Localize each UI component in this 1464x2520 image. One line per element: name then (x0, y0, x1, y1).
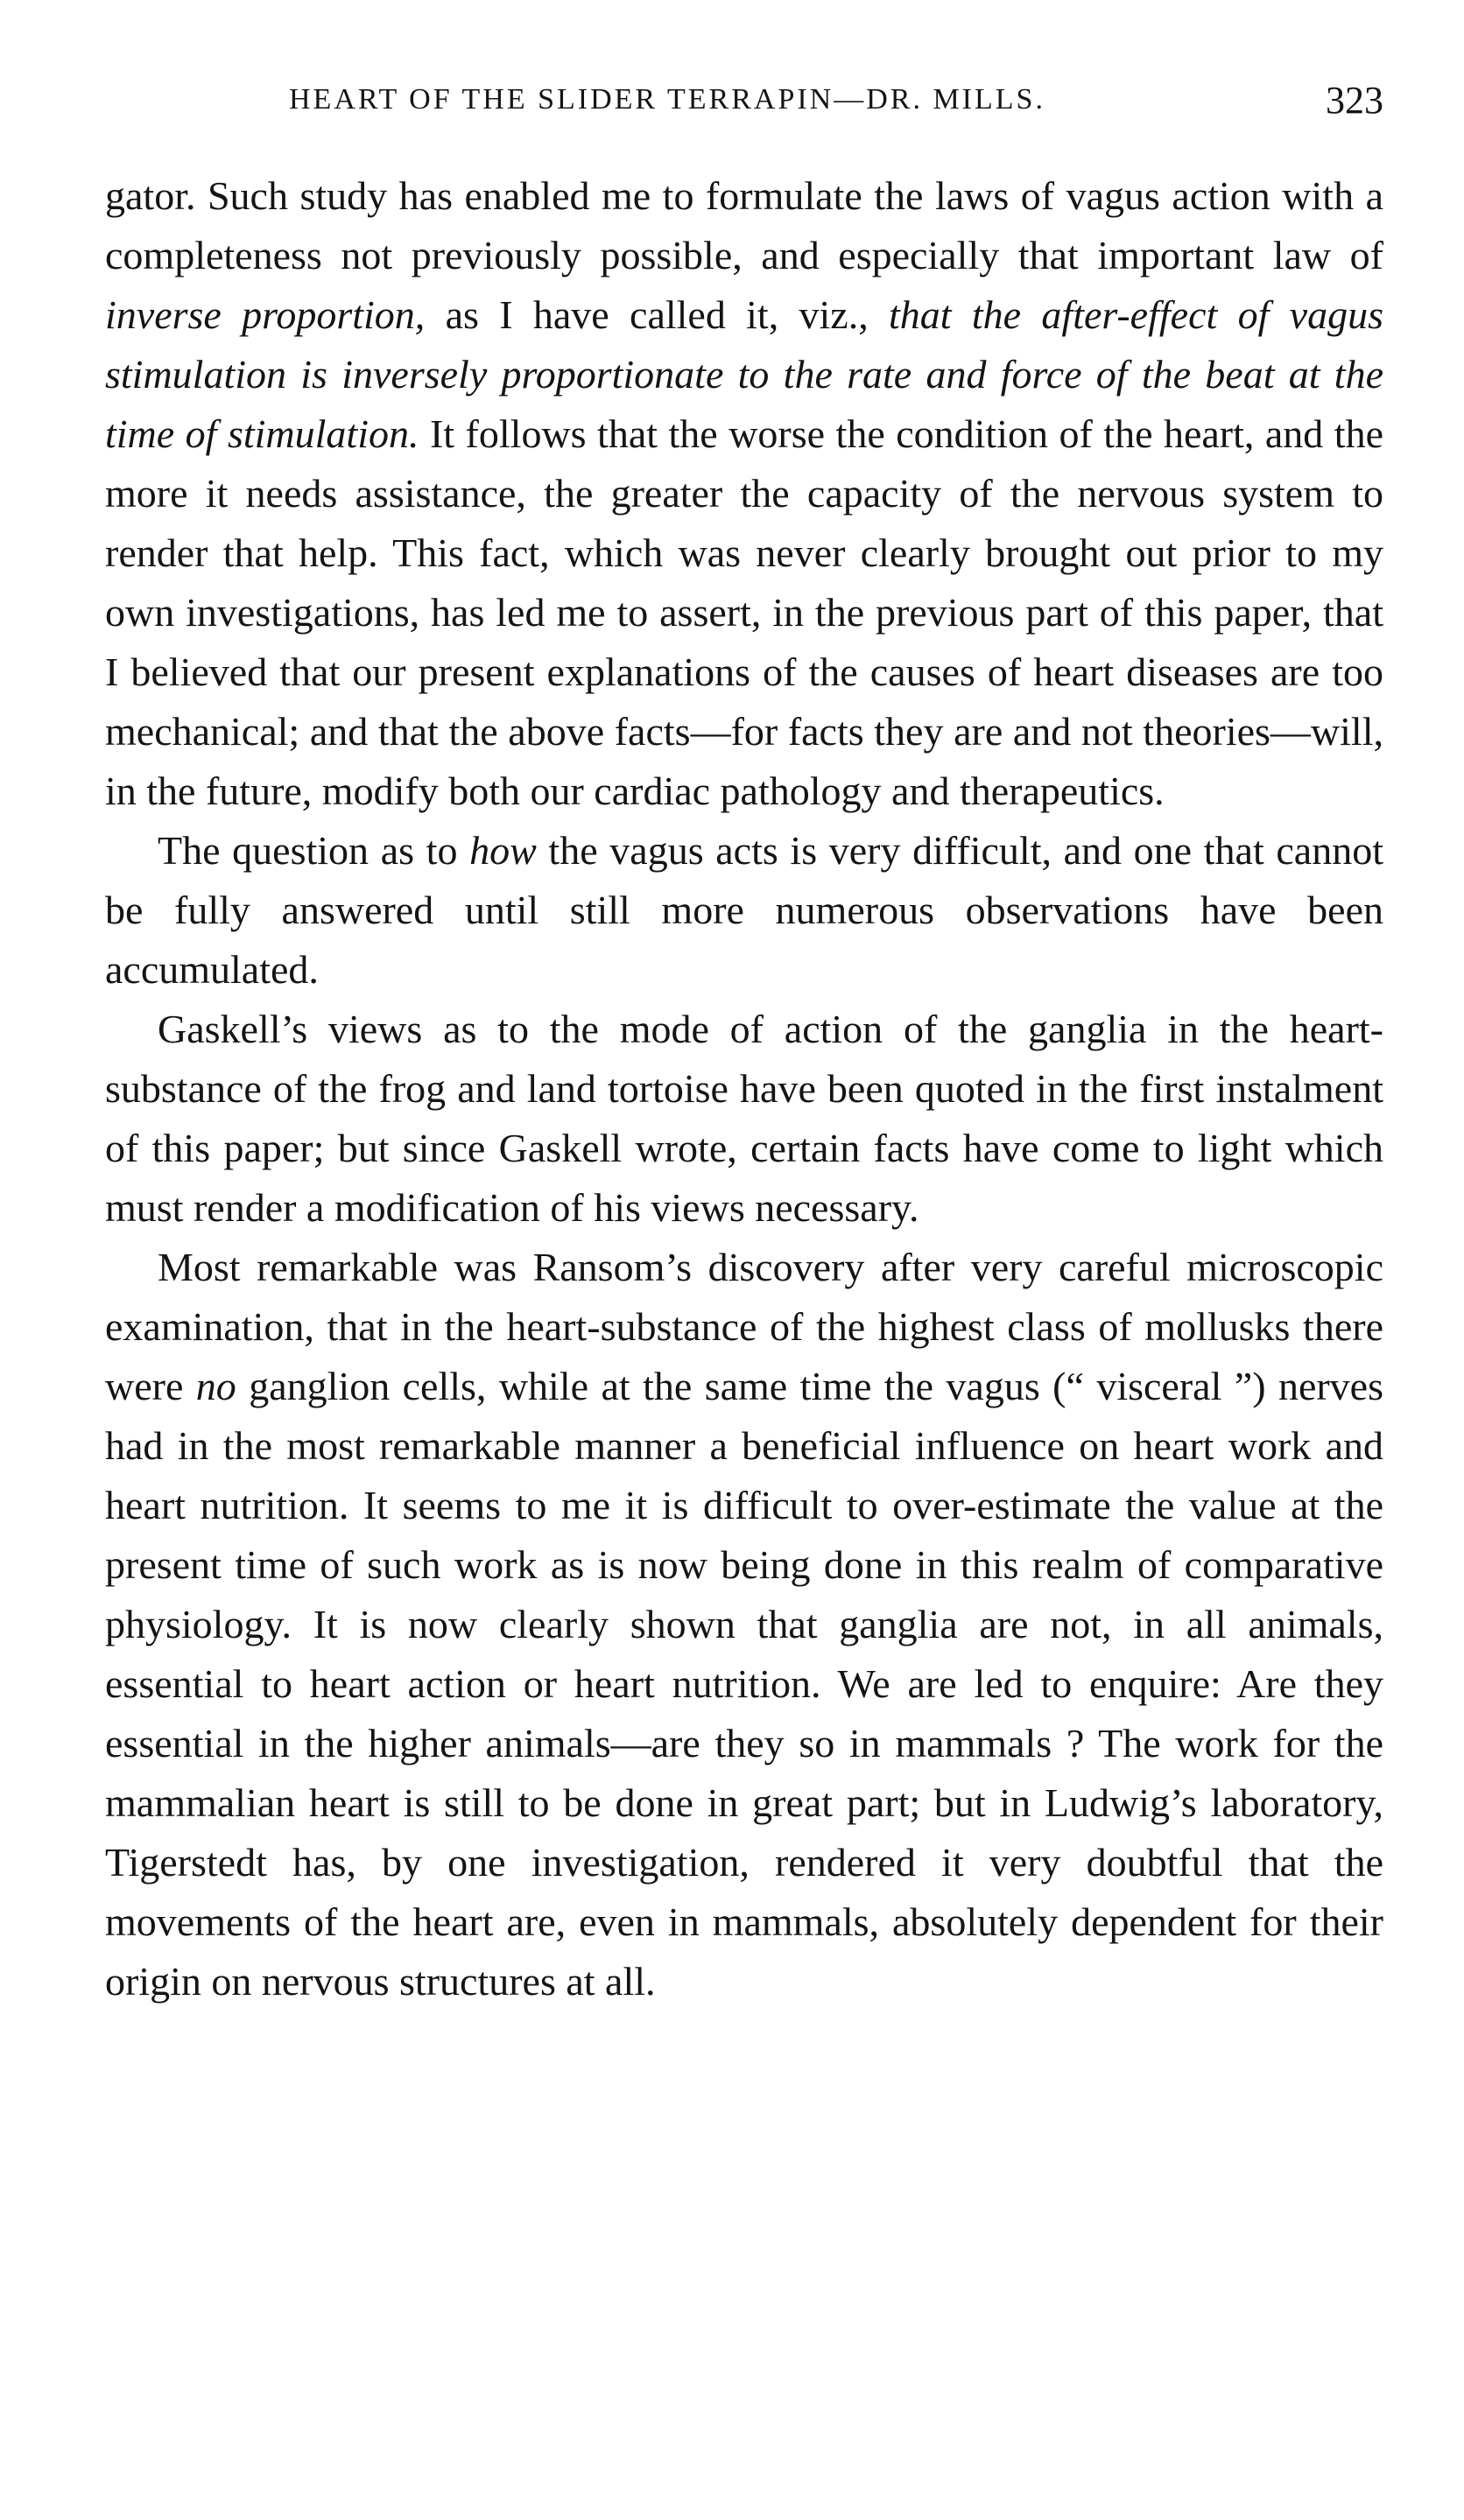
paragraph-2 (105, 821, 1383, 1000)
page-header (105, 79, 1383, 136)
paragraph-1-text-3: It follows that the worse the condition of the heart, and the more it needs assistance, the greater the capacity of the nervous system to render that help. This fact, which was never clearly brought out prior to my own investigations, has led me to assert, in the previous part of this paper, that I believed that our present explanations of the causes of heart diseases are too mechanical; and that the above facts—for facts they are and not theories—will, in the future, modify both our cardiac pathology and therapeutics. (105, 411, 1383, 813)
paragraph-1-italic-2: that the after-effect of vagus stimulation is inversely proportionate to the rate and force of the beat at the time of stimulation. (105, 292, 1383, 456)
paragraph-1-italic-1: inverse proportion, (105, 292, 426, 337)
running-head: HEART OF THE SLIDER TERRAPIN—DR. MILLS. (289, 83, 1045, 116)
body-text (105, 166, 1383, 2011)
page-number: 323 (1326, 79, 1383, 122)
paragraph-3 (105, 1000, 1383, 1238)
paragraph-1 (105, 166, 1383, 821)
paragraph-4-text-2: ganglion cells, while at the same time the vagus (“ visceral ”) nerves had in the most remarkable manner a beneficial influence on heart work and heart nutrition. It seems to me it is difficult to over-estimate the value at the present time of such work as is now being done in this realm of comparative physiology. It is now clearly shown that ganglia are not, in all animals, essential to heart action or heart nutrition. We are led to enquire: Are they essential in the higher animals—are they so in mammals ? The work for the mammalian heart is still to be done in great part; but in Ludwig’s laboratory, Tigerstedt has, by one investigation, rendered it very doubtful that the movements of the heart are, even in mammals, absolutely dependent for their origin on nervous structures at all. (105, 1364, 1383, 2004)
paragraph-1-text-1: gator. Such study has enabled me to formulate the laws of vagus action with a completeness not previously possible, and especially that important law of (105, 173, 1383, 277)
paragraph-4 (105, 1238, 1383, 2011)
paragraph-2-italic-1: how (469, 828, 537, 873)
paragraph-2-text-1: The question as to (158, 828, 470, 873)
paragraph-2-text-2: the vagus acts is very difficult, and one that cannot be fully answered until still more numerous observations have been accumulated. (105, 828, 1383, 992)
paragraph-3-text-1: Gaskell’s views as to the mode of action of the ganglia in the heart-substance of the frog and land tortoise have been quoted in the first instalment of this paper; but since Gaskell wrote, certain facts have come to light which must render a modification of his views necessary. (105, 1007, 1383, 1230)
paragraph-4-text-1: Most remarkable was Ransom’s discovery after very careful microscopic examination, that in the heart-substance of the highest class of mollusks there were (105, 1245, 1383, 1408)
paragraph-4-italic-1: no (195, 1364, 236, 1408)
paragraph-1-text-2: as I have called it, viz., (425, 292, 890, 337)
